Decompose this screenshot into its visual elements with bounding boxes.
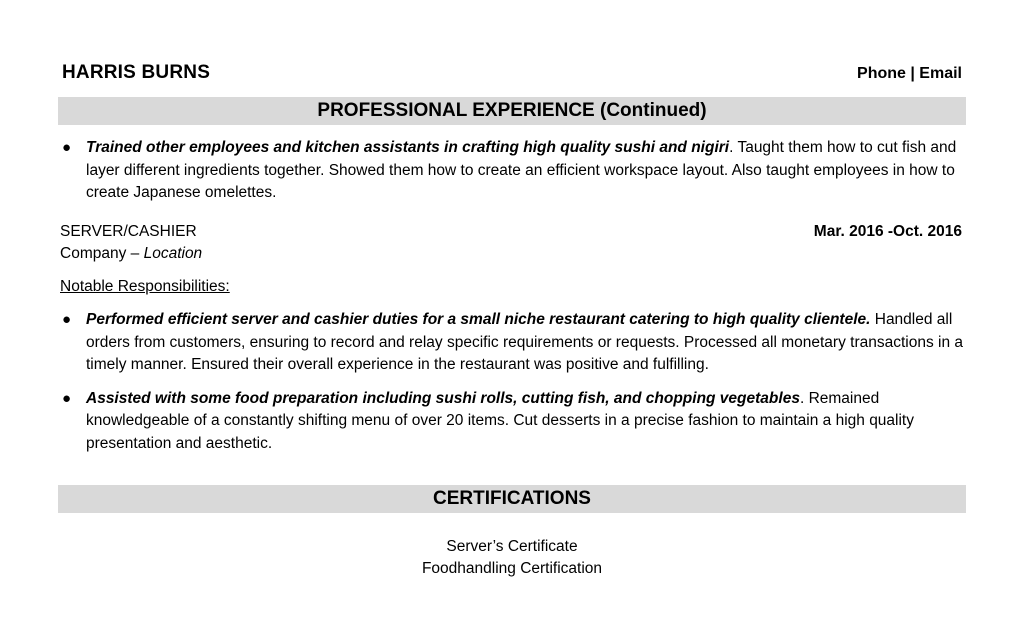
job-dates: Mar. 2016 -Oct. 2016 bbox=[813, 222, 962, 240]
bullet-icon: ● bbox=[62, 139, 72, 156]
certification-list bbox=[58, 536, 966, 580]
bullet-text: Handled all orders from customers, ensuring to record and relay specific requirements or requests. Processed all monetary transactions in a timely manner. Ensured their overall experience in the restaurant was positive and fulfilling. bbox=[86, 311, 963, 373]
resume-header bbox=[58, 62, 966, 90]
bullet-text: . Remained knowledgeable of a constantly shifting menu of over 20 items. Cut desserts in a precise fashion to maintain a high quality presentation and aesthetic. bbox=[86, 389, 914, 452]
bullet-icon: ● bbox=[62, 389, 72, 407]
experience-section-heading: PROFESSIONAL EXPERIENCE (Continued) bbox=[58, 97, 966, 125]
job-header bbox=[58, 221, 966, 244]
resume-page bbox=[58, 62, 966, 580]
contact-info: Phone | Email bbox=[857, 65, 962, 82]
candidate-name: HARRIS BURNS bbox=[62, 62, 211, 83]
list-item bbox=[58, 137, 966, 205]
list-item bbox=[58, 388, 966, 456]
company-location: Location bbox=[143, 245, 203, 262]
bullet-highlight: Trained other employees and kitchen assistants in crafting high quality sushi and nigiri bbox=[86, 139, 730, 156]
certification-item: Server’s Certificate bbox=[446, 538, 578, 555]
company-name: Company – bbox=[60, 245, 144, 262]
bullet-highlight: Performed efficient server and cashier duties for a small niche restaurant catering to high quality clientele. bbox=[86, 311, 871, 328]
certifications-section-heading: CERTIFICATIONS bbox=[58, 485, 966, 513]
list-item bbox=[58, 309, 966, 377]
responsibilities-list bbox=[58, 309, 966, 455]
certification-item: Foodhandling Certification bbox=[421, 560, 603, 577]
bullet-text: . Taught them how to cut fish and layer different ingredients together. Showed them how to create an efficient workspace layout. Also taught employees in how to create Japanese omelettes. bbox=[86, 139, 957, 201]
continued-bullet-list bbox=[58, 137, 966, 205]
bullet-highlight: Assisted with some food preparation including sushi rolls, cutting fish, and chopping vegetables bbox=[86, 389, 800, 407]
company-line bbox=[58, 243, 966, 266]
responsibilities-label: Notable Responsibilities: bbox=[60, 277, 230, 295]
bullet-icon: ● bbox=[62, 311, 72, 328]
job-title: SERVER/CASHIER bbox=[60, 222, 197, 240]
